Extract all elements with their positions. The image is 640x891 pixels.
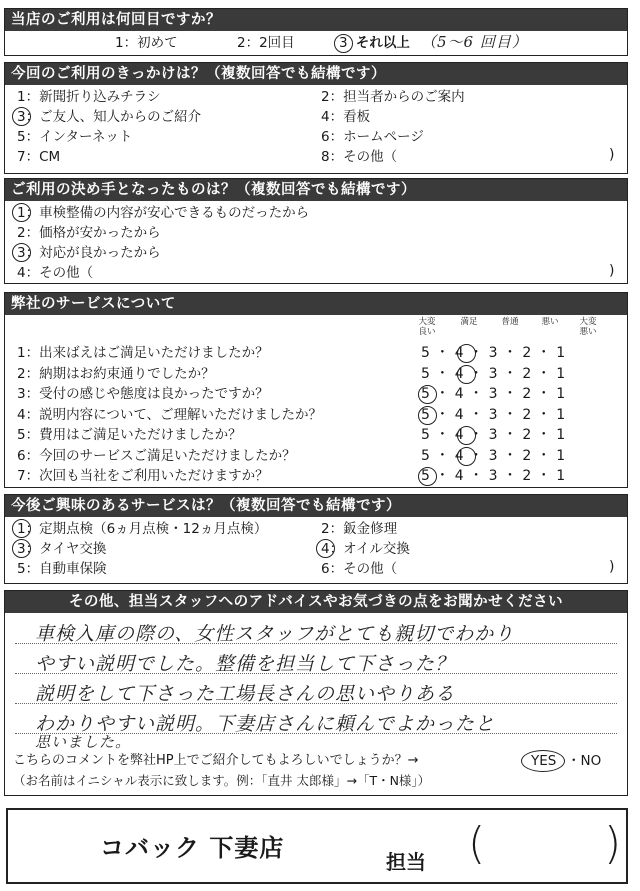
- visit-count-header: 当店のご利用は何回目ですか？: [5, 9, 627, 31]
- trigger-item-5[interactable]: 5：インターネット: [17, 129, 133, 145]
- hp-permission-question: こちらのコメントを弊社HP上でご紹介してもよろしいでしょうか？→: [13, 753, 419, 768]
- trigger-item-1[interactable]: 1：新聞折り込みチラシ: [17, 89, 161, 105]
- service-question-5: 5：費用はご満足いただけましたか？: [17, 427, 242, 443]
- interest-header: 今後ご興味のあるサービスは？（複数回答でも結構です）: [5, 495, 627, 517]
- deciding-header: ご利用の決め手となったものは？（複数回答でも結構です）: [5, 179, 627, 201]
- visit-option-more-circle: [334, 34, 353, 53]
- service-rating-4-circle: [418, 406, 437, 425]
- interest-item-3-circle: [12, 539, 31, 558]
- staff-close-paren: ): [604, 818, 622, 869]
- interest-item-4[interactable]: 4：オイル交換: [321, 541, 410, 557]
- trigger-item-3[interactable]: 3：ご友人、知人からのご紹介: [17, 109, 202, 125]
- trigger-item-2[interactable]: 2：担当者からのご案内: [321, 89, 465, 105]
- trigger-other-close-paren: ): [609, 147, 615, 163]
- deciding-item-1[interactable]: 1：車検整備の内容が安心できるものだったから: [17, 205, 310, 221]
- service-question-4: 4：説明内容について、ご理解いただけましたか？: [17, 406, 323, 423]
- service-rating-5[interactable]: 5 ・ 4 ・ 3 ・ 2 ・ 1: [421, 427, 566, 443]
- comment-line-5: 思いました。: [35, 733, 132, 751]
- service-rating-6-circle: [457, 447, 476, 466]
- service-rating-6[interactable]: 5 ・ 4 ・ 3 ・ 2 ・ 1: [421, 447, 566, 464]
- visit-option-more-label: それ以上: [355, 35, 410, 51]
- interest-item-2[interactable]: 2：鈑金修理: [321, 521, 398, 537]
- interest-other-close-paren: ): [609, 559, 615, 575]
- trigger-item-4[interactable]: 4：看板: [321, 109, 371, 125]
- comment-line-2: やすい説明でした。整備を担当して下さった？: [35, 653, 456, 675]
- interest-item-6[interactable]: 6：その他（: [321, 561, 398, 577]
- service-question-7: 7：次回も当社をご利用いただけますか？: [17, 468, 269, 484]
- visit-count-section: [4, 8, 628, 56]
- store-name: コバック 下妻店: [100, 834, 285, 862]
- interest-item-1[interactable]: 1：定期点検（6ヵ月点検・12ヵ月点検）: [17, 521, 268, 537]
- service-question-6: 6：今回のサービスご満足いただけましたか？: [17, 447, 296, 464]
- service-question-3: 3：受付の感じや態度は良かったですか？: [17, 386, 269, 402]
- service-section: [4, 292, 628, 488]
- scale-label-satisfied: 満足: [460, 317, 478, 327]
- visit-option-second[interactable]: 2：2回目: [237, 35, 295, 51]
- deciding-item-1-circle: [12, 203, 31, 222]
- visit-option-first[interactable]: 1：初めて: [115, 35, 178, 51]
- service-header: 弊社のサービスについて: [5, 293, 627, 315]
- trigger-item-6[interactable]: 6：ホームページ: [321, 129, 424, 145]
- trigger-item-8[interactable]: 8：その他（: [321, 149, 398, 165]
- comment-line-4: わかりやすい説明。下妻店さんに頼んでよかったと: [35, 713, 496, 735]
- staff-label: 担当: [386, 850, 426, 874]
- trigger-item-7[interactable]: 7：CM: [17, 149, 61, 165]
- service-rating-2-circle: [457, 365, 476, 384]
- service-question-2: 2：納期はお約束通りでしたか？: [17, 365, 215, 382]
- deciding-section: [4, 178, 628, 284]
- deciding-other-close-paren: ): [609, 263, 615, 279]
- store-footer: [6, 808, 628, 884]
- interest-section: [4, 494, 628, 584]
- trigger-section: [4, 62, 628, 174]
- comment-line-3: 説明をして下さった工場長さんの思いやりある: [35, 683, 456, 705]
- service-rating-7[interactable]: 5 ・ 4 ・ 3 ・ 2 ・ 1: [421, 468, 566, 484]
- service-rating-3-circle: [418, 385, 437, 404]
- interest-item-3[interactable]: 3：タイヤ交換: [17, 541, 107, 557]
- service-rating-7-circle: [418, 467, 437, 486]
- trigger-header: 今回のご利用のきっかけは？（複数回答でも結構です）: [5, 63, 627, 85]
- scale-label-very-good: 大変良い: [418, 317, 436, 337]
- service-question-1: 1：出来ばえはご満足いただけましたか？: [17, 345, 269, 361]
- comments-section: [4, 590, 628, 796]
- staff-open-paren: (: [468, 818, 486, 869]
- hp-permission-no[interactable]: ・NO: [567, 753, 602, 769]
- service-rating-1[interactable]: 5 ・ 4 ・ 3 ・ 2 ・ 1: [421, 345, 566, 361]
- comments-header: その他、担当スタッフへのアドバイスやお気づきの点をお聞かせください: [5, 591, 627, 613]
- scale-label-very-bad: 大変悪い: [579, 317, 597, 337]
- visit-option-more-num: 3: [339, 35, 348, 51]
- hp-permission-yes[interactable]: YES: [531, 753, 557, 769]
- service-rating-1-circle: [457, 344, 476, 363]
- deciding-item-4[interactable]: 4：その他（: [17, 265, 94, 281]
- trigger-item-3-circle: [12, 107, 31, 126]
- service-rating-3[interactable]: 5 ・ 4 ・ 3 ・ 2 ・ 1: [421, 386, 566, 402]
- service-rating-2[interactable]: 5 ・ 4 ・ 3 ・ 2 ・ 1: [421, 365, 566, 382]
- scale-label-bad: 悪い: [541, 317, 559, 327]
- deciding-item-2[interactable]: 2：価格が安かったから: [17, 225, 161, 241]
- initials-note: （お名前はイニシャル表示に致します。例：「直井 太郎様」→「T・N様」）: [13, 773, 431, 788]
- interest-item-4-circle: [316, 539, 335, 558]
- deciding-item-3-circle: [12, 243, 31, 262]
- service-rating-5-circle: [457, 426, 476, 445]
- interest-item-1-circle: [12, 519, 31, 538]
- hp-permission-yes-circle: [521, 750, 565, 772]
- scale-label-normal: 普通: [501, 317, 519, 327]
- service-rating-4[interactable]: 5 ・ 4 ・ 3 ・ 2 ・ 1: [421, 406, 566, 423]
- visit-count-note: （5～6 回目）: [421, 33, 528, 51]
- interest-item-5[interactable]: 5：自動車保険: [17, 561, 107, 577]
- deciding-item-3[interactable]: 3：対応が良かったから: [17, 245, 161, 261]
- comment-line-1: 車検入庫の際の、女性スタッフがとても親切でわかり: [35, 623, 515, 645]
